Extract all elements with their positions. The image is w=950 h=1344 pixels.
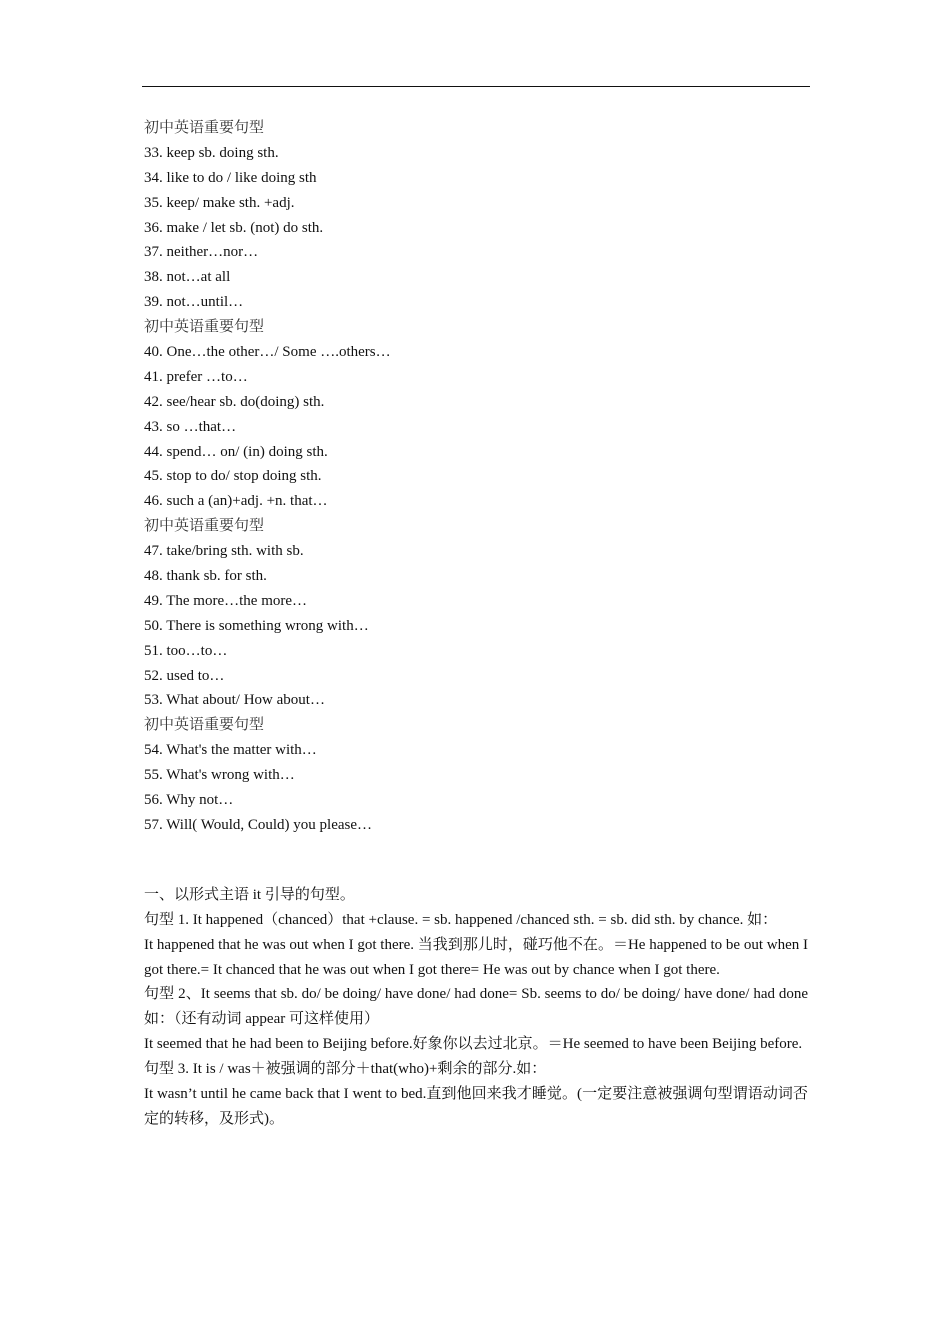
- pattern-item: 56. Why not…: [144, 792, 234, 809]
- pattern-item: 43. so …that…: [144, 418, 237, 435]
- pattern-item: 50. There is something wrong with…: [144, 617, 369, 634]
- document-body: [144, 116, 808, 1132]
- example-paragraph: It happened that he was out when I got there. 当我到那儿时，碰巧他不在。＝He happened to be out when I got there.= It chanced that he was out when I got there= He was out by chance when I got there.: [144, 936, 808, 978]
- pattern-item: 39. not…until…: [144, 294, 244, 311]
- pattern-item: 41. prefer …to…: [144, 368, 248, 385]
- pattern-item: 51. too…to…: [144, 642, 228, 659]
- pattern-item: 46. such a (an)+adj. +n. that…: [144, 493, 328, 510]
- header-rule: [142, 86, 810, 87]
- pattern-item: 55. What's wrong with…: [144, 767, 295, 784]
- pattern-item: 57. Will( Would, Could) you please…: [144, 816, 373, 833]
- pattern-item: 52. used to…: [144, 667, 225, 684]
- pattern-item: 44. spend… on/ (in) doing sth.: [144, 443, 328, 460]
- sentence-pattern-block: [144, 315, 808, 514]
- pattern-item: 47. take/bring sth. with sb.: [144, 543, 304, 560]
- pattern-item: 35. keep/ make sth. +adj.: [144, 194, 295, 211]
- pattern-item: 36. make / let sb. (not) do sth.: [144, 219, 324, 236]
- example-paragraph: It wasn’t until he came back that I went to bed.直到他回来我才睡觉。(一定要注意被强调句型谓语动词否定的转移，及形式)。: [144, 1086, 808, 1127]
- pattern-item: 34. like to do / like doing sth: [144, 169, 317, 186]
- block-heading: 初中英语重要句型: [144, 717, 265, 734]
- pattern-paragraph: 句型 2、It seems that sb. do/ be doing/ have done/ had done= Sb. seems to do/ be doing/ have done/ had done 如：（还有动词 appear 可这样使用）: [144, 986, 808, 1028]
- block-heading: 初中英语重要句型: [144, 319, 265, 336]
- it-pattern-section: [144, 883, 808, 1132]
- block-heading: 初中英语重要句型: [144, 518, 265, 535]
- pattern-item: 48. thank sb. for sth.: [144, 568, 267, 585]
- sentence-pattern-block: [144, 116, 808, 315]
- pattern-item: 40. One…the other…/ Some ….others…: [144, 344, 391, 361]
- pattern-item: 33. keep sb. doing sth.: [144, 144, 279, 161]
- pattern-item: 38. not…at all: [144, 269, 231, 286]
- pattern-item: 45. stop to do/ stop doing sth.: [144, 468, 322, 485]
- pattern-item: 37. neither…nor…: [144, 244, 259, 261]
- pattern-item: 42. see/hear sb. do(doing) sth.: [144, 393, 325, 410]
- pattern-paragraph: 句型 1. It happened（chanced）that +clause. = sb. happened /chanced sth. = sb. did sth. by chance. 如：: [144, 911, 778, 928]
- pattern-paragraph: 句型 3. It is / was＋被强调的部分＋that(who)+剩余的部分.如：: [144, 1061, 547, 1078]
- sentence-pattern-block: [144, 713, 808, 837]
- example-paragraph: It seemed that he had been to Beijing before.好象你以去过北京。＝He seemed to have been Beijing before.: [144, 1036, 803, 1053]
- sentence-pattern-block: [144, 514, 808, 713]
- pattern-item: 53. What about/ How about…: [144, 692, 325, 709]
- spacer: [144, 838, 808, 883]
- block-heading: 初中英语重要句型: [144, 120, 265, 136]
- pattern-item: 54. What's the matter with…: [144, 742, 317, 759]
- section-title: 一、以形式主语 it 引导的句型。: [144, 886, 355, 903]
- pattern-item: 49. The more…the more…: [144, 592, 308, 609]
